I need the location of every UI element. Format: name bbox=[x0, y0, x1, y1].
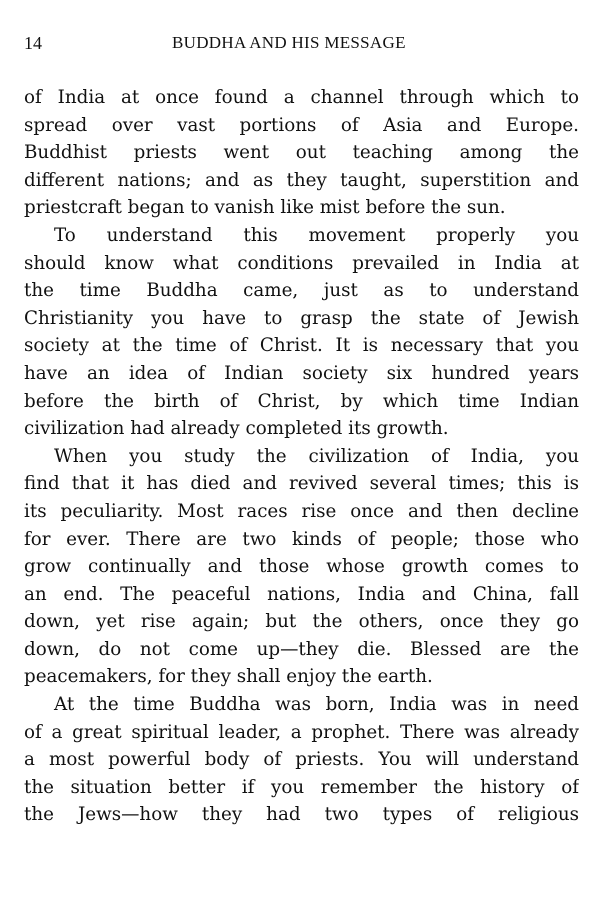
text-line: different nations; and as they taught, superstition and bbox=[24, 169, 579, 191]
text-line: peacemakers, for they shall enjoy the earth. bbox=[24, 666, 433, 688]
text-line: To understand this movement properly you bbox=[54, 224, 579, 246]
text-line: Buddhist priests went out teaching among the bbox=[24, 142, 579, 164]
text-line: a most powerful body of priests. You will understand bbox=[24, 749, 579, 771]
text-line: When you study the civilization of India, you bbox=[54, 445, 579, 467]
paragraph bbox=[24, 222, 579, 443]
running-head: BUDDHA AND HIS MESSAGE bbox=[172, 33, 406, 52]
text-line: find that it has died and revived several times; this is bbox=[24, 473, 579, 495]
text-line: have an idea of Indian society six hundred years bbox=[24, 362, 579, 384]
text-line: the situation better if you remember the history of bbox=[24, 776, 579, 798]
text-line: its peculiarity. Most races rise once and then decline bbox=[24, 500, 579, 522]
text-line: priestcraft began to vanish like mist before the sun. bbox=[24, 197, 506, 219]
text-line: before the birth of Christ, by which time Indian bbox=[24, 390, 579, 412]
text-line: should know what conditions prevailed in India at bbox=[24, 252, 579, 274]
text-line: down, yet rise again; but the others, once they go bbox=[24, 611, 579, 633]
text-line: grow continually and those whose growth comes to bbox=[24, 556, 579, 578]
text-line: Christianity you have to grasp the state of Jewish bbox=[24, 307, 579, 329]
text-line: down, do not come up—they die. Blessed are the bbox=[24, 638, 579, 660]
text-line: society at the time of Christ. It is necessary that you bbox=[24, 335, 579, 357]
page-header bbox=[24, 32, 576, 54]
text-line: the Jews—how they had two types of religious bbox=[24, 804, 579, 826]
page-number: 14 bbox=[24, 33, 42, 53]
text-line: civilization had already completed its growth. bbox=[24, 418, 449, 440]
paragraph bbox=[24, 691, 579, 829]
text-line: At the time Buddha was born, India was in need bbox=[54, 694, 579, 716]
text-line: spread over vast portions of Asia and Europe. bbox=[24, 114, 579, 136]
text-line: of India at once found a channel through which to bbox=[24, 87, 579, 108]
body-text bbox=[24, 84, 579, 829]
paragraph bbox=[24, 84, 579, 222]
text-line: of a great spiritual leader, a prophet. There was already bbox=[24, 721, 579, 743]
text-line: an end. The peaceful nations, India and China, fall bbox=[24, 583, 579, 605]
text-line: the time Buddha came, just as to understand bbox=[24, 280, 579, 302]
text-line: for ever. There are two kinds of people; those who bbox=[24, 528, 579, 550]
paragraph bbox=[24, 443, 579, 691]
